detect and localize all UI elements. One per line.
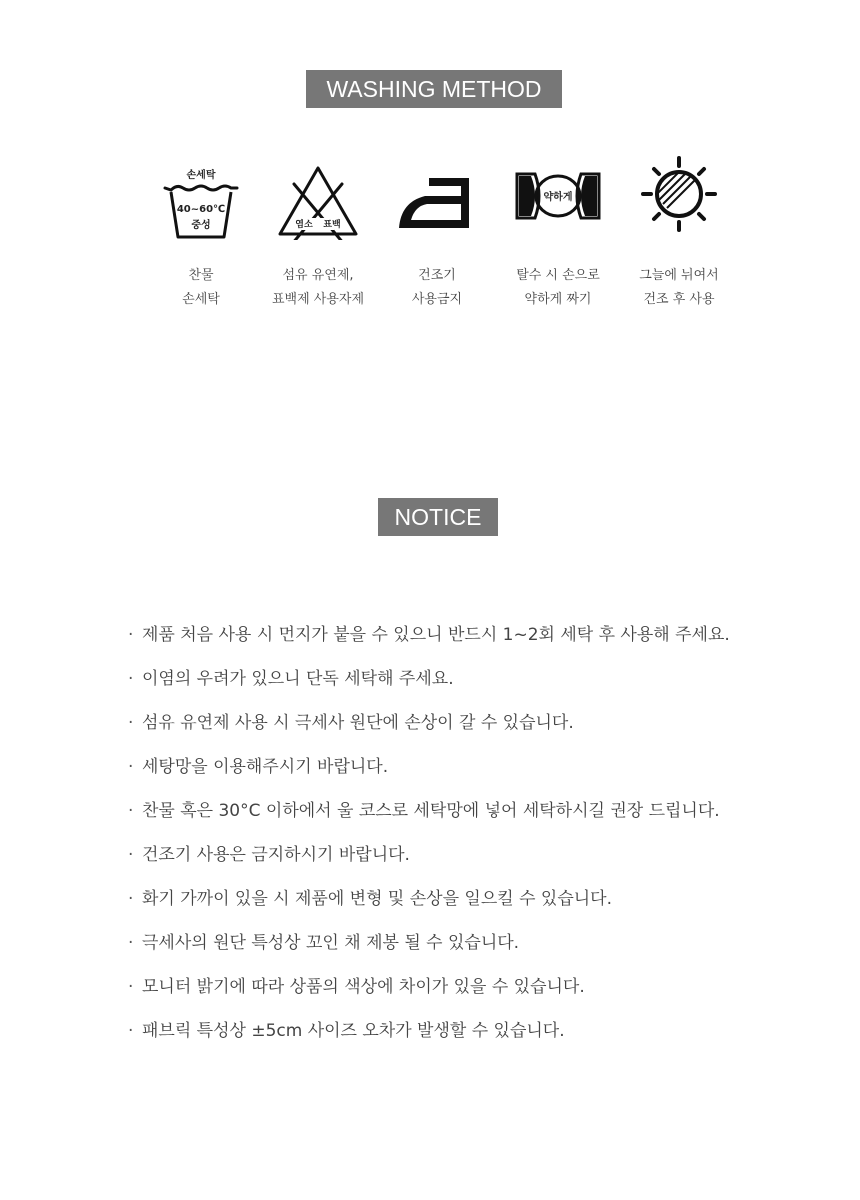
notice-text: 화기 가까이 있을 시 제품에 변형 및 손상을 일으킬 수 있습니다. — [142, 889, 612, 909]
notice-text: 건조기 사용은 금지하시기 바랍니다. — [142, 845, 410, 865]
notice-item — [128, 706, 828, 750]
gentle-wring-icon — [513, 150, 603, 240]
notice-text: 세탕망을 이용해주시기 바랍니다. — [142, 757, 389, 777]
notice-item — [128, 618, 828, 662]
notice-list — [128, 618, 828, 1058]
hand-wash-temperature: 40~60℃ — [176, 204, 226, 215]
care-item-shade-dry — [609, 150, 749, 312]
caption-line: 약하게 짜기 — [524, 292, 592, 307]
washing-method-title: WASHING METHOD — [306, 70, 562, 108]
bullet-dot: · — [128, 713, 134, 733]
no-bleach-icon — [276, 150, 360, 240]
caption-line: 탈수 시 손으로 — [516, 268, 600, 283]
caption-line: 표백제 사용자제 — [271, 292, 365, 307]
care-caption — [488, 264, 628, 312]
hand-wash-detergent: 중성 — [191, 220, 211, 231]
care-caption — [609, 264, 749, 312]
bullet-dot: · — [128, 933, 134, 953]
notice-item — [128, 794, 828, 838]
hand-wash-label: 손세탁 — [186, 170, 216, 181]
shade-dry-icon — [637, 150, 721, 240]
bullet-dot: · — [128, 977, 134, 997]
caption-line: 손세탁 — [182, 292, 220, 307]
caption-line: 그늘에 뉘여서 — [639, 268, 719, 283]
notice-text: 극세사의 원단 특성상 꼬인 채 제봉 될 수 있습니다. — [142, 933, 520, 953]
notice-item — [128, 662, 828, 706]
notice-item — [128, 1014, 828, 1058]
bullet-dot: · — [128, 757, 134, 777]
notice-text: 찬물 혹은 30°C 이하에서 울 코스로 세탁망에 넣어 세탁하시길 권장 드립니다. — [142, 801, 720, 821]
wring-label: 약하게 — [543, 192, 573, 203]
care-item-no-iron — [367, 150, 507, 312]
notice-text: 제품 처음 사용 시 먼지가 붙을 수 있으니 반드시 1~2회 세탁 후 사용해 주세요. — [142, 625, 730, 645]
caption-line: 건조 후 사용 — [643, 292, 715, 307]
notice-text: 이염의 우려가 있으니 단독 세탁해 주세요. — [142, 669, 454, 689]
notice-item — [128, 970, 828, 1014]
notice-item — [128, 926, 828, 970]
notice-text: 모니터 밝기에 따라 상품의 색상에 차이가 있을 수 있습니다. — [142, 977, 585, 997]
bleach-label-bleach: 표백 — [323, 220, 341, 230]
hand-wash-icon — [161, 150, 241, 240]
notice-title: NOTICE — [378, 498, 498, 536]
caption-line: 사용금지 — [411, 292, 463, 307]
bullet-dot: · — [128, 625, 134, 645]
no-iron-icon — [395, 150, 479, 240]
notice-text: 패브릭 특성상 ±5cm 사이즈 오차가 발생할 수 있습니다. — [142, 1021, 565, 1041]
bullet-dot: · — [128, 801, 134, 821]
bullet-dot: · — [128, 845, 134, 865]
bullet-dot: · — [128, 889, 134, 909]
notice-item — [128, 882, 828, 926]
bleach-label-chlorine: 염소 — [295, 220, 313, 230]
caption-line: 건조기 — [418, 268, 456, 283]
care-icons-row — [0, 150, 860, 320]
notice-item — [128, 838, 828, 882]
care-item-gentle-wring — [488, 150, 628, 312]
bullet-dot: · — [128, 1021, 134, 1041]
notice-item — [128, 750, 828, 794]
notice-text: 섬유 유연제 사용 시 극세사 원단에 손상이 갈 수 있습니다. — [142, 713, 574, 733]
care-caption — [367, 264, 507, 312]
bullet-dot: · — [128, 669, 134, 689]
caption-line: 찬물 — [188, 268, 214, 283]
caption-line: 섬유 유연제, — [282, 268, 354, 283]
